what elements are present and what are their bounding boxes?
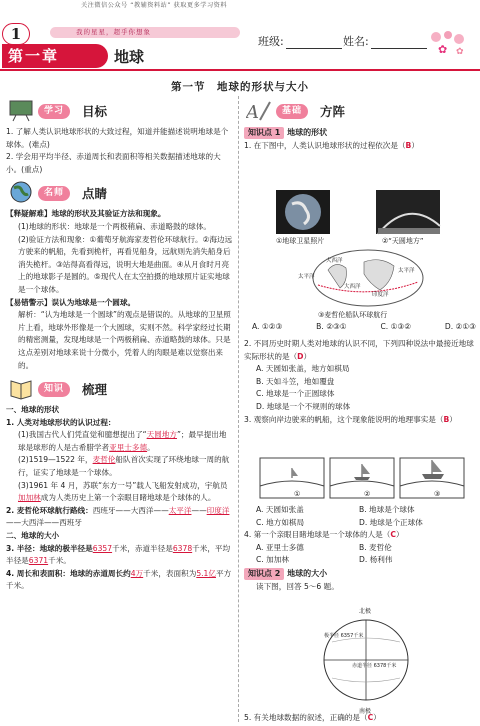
q2-option-c[interactable]: C. 地球是一个正圆球体: [256, 389, 335, 399]
goal-item-1: 1. 了解人类认识地球形状的大致过程，知道并能描述说明地球是个球体。(难点): [6, 127, 229, 149]
answer-eq-radius: 6378: [172, 543, 193, 553]
tips-q2-line: 解析：“认为地球是一个圆球”的观点是错误的。从地球的卫星照片上看，地球外形像是一个大圆球，实则不然。科学家经过长期的精密测量，发现地球是一个两极稍扁、赤道略鼓的球体。只是这点差别对地球来说十分微小，凭着人的肉眼是难以觉察出来的。: [18, 310, 231, 370]
goal-banner: [6, 98, 234, 124]
left-column: [6, 98, 234, 593]
q4-option-b[interactable]: B. 麦哲伦: [359, 542, 392, 552]
class-field[interactable]: [258, 33, 342, 49]
q3-option-a[interactable]: A. 天圆如张盖: [256, 505, 304, 514]
q4-option-c[interactable]: C. 加加林: [256, 555, 289, 565]
decoration-icon: [426, 27, 476, 57]
drill-pill: 基础: [276, 104, 308, 119]
pencil-icon: [246, 98, 272, 122]
globe-polar-radius: 极半径 6357千米: [324, 633, 364, 639]
goal-item-2: 2. 学会用平均半径、赤道周长和表面积等相关数据描述地球的大小。(重点): [6, 152, 221, 174]
q2-answer: D: [297, 351, 304, 361]
header-band: 我的星星，超乎你想象: [50, 27, 240, 38]
q5-stem: 5. 有关地球数据的叙述，正确的是（C）: [244, 713, 381, 722]
k-item-4: 4. 周长和表面积：地球的赤道周长约4万千米，表面积为5.1亿平方千米。: [6, 568, 232, 591]
globe-north-label: 北极: [359, 608, 372, 615]
tips-pill: 名师: [38, 186, 70, 201]
name-label: 姓名:: [343, 35, 369, 48]
class-label: 班级:: [258, 35, 284, 48]
q1-answer: B: [405, 141, 412, 150]
q4-answer: C: [390, 530, 396, 540]
svg-text:✿: ✿: [456, 47, 464, 57]
map-label-2: 太平洋: [398, 268, 415, 274]
q3-stem: 3. 观察向岸边驶来的帆船，这个现象能说明的地理事实是（B）: [244, 414, 457, 424]
answer-gagarin: 加加林: [18, 493, 41, 503]
q1-option-d[interactable]: D. ②①③: [444, 322, 476, 331]
globe-equator-radius: 赤道半径 6378千米: [352, 663, 397, 669]
column-divider: [238, 96, 239, 722]
q1-option-c[interactable]: C. ①③②: [380, 322, 412, 331]
tips-q1-head: 【释疑解难】地球的形状及其验证方法和现象。: [6, 209, 166, 219]
answer-mean-radius: 6371: [28, 556, 49, 566]
answer-indian: 印度洋: [206, 505, 230, 515]
kp2-tag: 知识点 2: [244, 568, 284, 580]
blackboard-icon: [8, 98, 34, 122]
answer-magellan: 麦哲伦: [92, 455, 116, 465]
knowledge-banner: [6, 376, 234, 402]
q3-q4-block: [244, 504, 474, 594]
kp1-tag: 知识点 1: [244, 127, 284, 139]
globe-south-label: 南极: [359, 708, 372, 715]
answer-circumference: 4万: [130, 568, 144, 578]
q3-caption-1: ①: [294, 490, 301, 498]
page-number: 1: [2, 23, 30, 45]
knowledge-pill: 知识: [38, 382, 70, 397]
kp2-title: 地球的大小: [287, 568, 328, 578]
goal-pill: 学习: [38, 104, 70, 119]
q1-caption-2: ②“天圆地方”: [382, 237, 424, 245]
section-title: 第一节 地球的形状与大小: [171, 81, 309, 93]
goal-title: 目标: [82, 104, 108, 119]
map-label-1: 大西洋: [326, 258, 343, 264]
globe-icon: [8, 180, 34, 204]
kp2-heading: [244, 567, 474, 581]
read-instruction: 读下图，回答 5～6 题。: [256, 581, 339, 591]
chapter-label: 第一章: [2, 44, 108, 68]
svg-text:A: A: [246, 102, 259, 122]
map-label-4: 大西洋: [344, 284, 361, 290]
globe-diagram: [318, 612, 414, 708]
q2-option-a[interactable]: A. 天圆如张盖，地方如棋局: [256, 364, 350, 374]
q3-option-b[interactable]: B. 地球是个球体: [359, 505, 415, 514]
q4-option-d[interactable]: D. 杨利伟: [359, 555, 393, 565]
k-section-1: 一、地球的形状: [6, 405, 60, 415]
heaven-earth-drawing: [376, 190, 440, 234]
header-slogan: 关注微信公众号 “教辅资料站” 获取更多学习资料: [80, 2, 228, 9]
k-item-1-1: (1)我国古代人们凭直觉和臆想提出了“天圆地方”；最早提出地球是球形的人是古希腊学者亚里士多德。: [18, 430, 227, 452]
q2-option-d[interactable]: D. 地球是一个不规则的球体: [256, 401, 351, 411]
drill-banner: [244, 98, 474, 124]
k-item-1-2: (2)1519—1522 年，麦哲伦船队首次实现了环绕地球一周的航行，证实了地球是一个球体。: [18, 455, 230, 478]
svg-text:✿: ✿: [438, 43, 448, 56]
q4-options: [244, 542, 474, 567]
k-section-2: 二、地球的大小: [6, 531, 60, 541]
k-item-3: 3. 半径：地球的极半径是6357千米，赤道半径是6378千米，平均半径是6371千米。: [6, 543, 231, 566]
q3-caption-2: ②: [364, 490, 371, 498]
answer-polar-radius: 6357: [92, 543, 113, 553]
tips-q1-line-1: (1)地球的形状：地球是一个两极稍扁、赤道略鼓的球体。: [18, 221, 212, 231]
k-item-2: 2. 麦哲伦环球航行路线：西班牙——大西洋——太平洋——印度洋——大西洋——西班牙: [6, 505, 230, 528]
q5-answer: C: [367, 713, 374, 722]
answer-tianyuan: 天圆地方: [146, 430, 177, 440]
q1-caption-3: ③麦哲伦船队环球航行: [318, 311, 388, 319]
name-field[interactable]: [343, 33, 427, 49]
map-label-5: 太平洋: [298, 274, 315, 280]
q1-caption-1: ①地球卫星照片: [276, 237, 325, 245]
book-icon: [8, 376, 34, 400]
q1-option-b[interactable]: B. ②③①: [316, 322, 347, 331]
q1-option-a[interactable]: A. ①②③: [252, 322, 283, 331]
q2-option-b[interactable]: B. 天如斗笠，地如覆盘: [256, 376, 335, 386]
knowledge-title: 梳理: [82, 382, 108, 398]
tips-title: 点睛: [82, 186, 108, 202]
q1-options: [252, 322, 476, 331]
right-column: [244, 98, 474, 153]
q4-stem: 4. 第一个亲眼目睹地球是一个球体的人是（C）: [244, 530, 404, 540]
kp1-heading: [244, 126, 474, 140]
header-rule: [0, 69, 480, 71]
q1-stem: 1. 在下图中，人类认识地球形状的过程依次是（B）: [244, 141, 419, 150]
q5-block: [244, 712, 474, 725]
q3-option-d[interactable]: D. 地球是个正球体: [359, 517, 423, 527]
k-item-1-3: (3)1961 年 4 月，苏联“东方一号”载人飞船发射成功，宇航员加加林成为人类历史上第一个亲眼目睹地球是个球体的人。: [18, 480, 228, 503]
kp1-title: 地球的形状: [287, 128, 328, 137]
answer-aristotle: 亚里士多德: [109, 442, 148, 452]
answer-area: 5.1亿: [196, 568, 216, 578]
drill-title: 方阵: [320, 104, 346, 119]
tips-q2-head: 【易错警示】误认为地球是一个圆球。: [6, 297, 136, 307]
map-label-3: 印度洋: [372, 292, 389, 298]
q3-options: [244, 504, 474, 529]
k-item-1: 1. 人类对地球形状的认识过程：: [6, 417, 116, 427]
q3-caption-3: ③: [434, 490, 441, 498]
chapter-title: 地球: [114, 48, 145, 66]
q3-option-c[interactable]: C. 地方如棋局: [256, 517, 305, 527]
q3-answer: B: [443, 414, 450, 424]
tips-banner: [6, 180, 234, 206]
q2-block: [244, 338, 474, 426]
q4-option-a[interactable]: A. 亚里士多德: [256, 542, 304, 552]
tips-q1-line-2: (2)验证方法和现象：①葡萄牙航海家麦哲伦环球航行。②海边远方驶来的帆船，先看到桅杆，再看见船身，远航则先消失船身后消失桅杆。③站得高看得远，说明大地是曲面。④从月食时月亮上的地球影子是圆的。⑤现代人在太空拍摄的地球照片证实地球是一个球体。: [18, 234, 233, 294]
answer-pacific: 太平洋: [168, 505, 192, 515]
q2-stem: 2. 不同历史时期人类对地球的认识不同，下列四种说法中最接近地球实际形状的是（D）: [244, 339, 474, 361]
